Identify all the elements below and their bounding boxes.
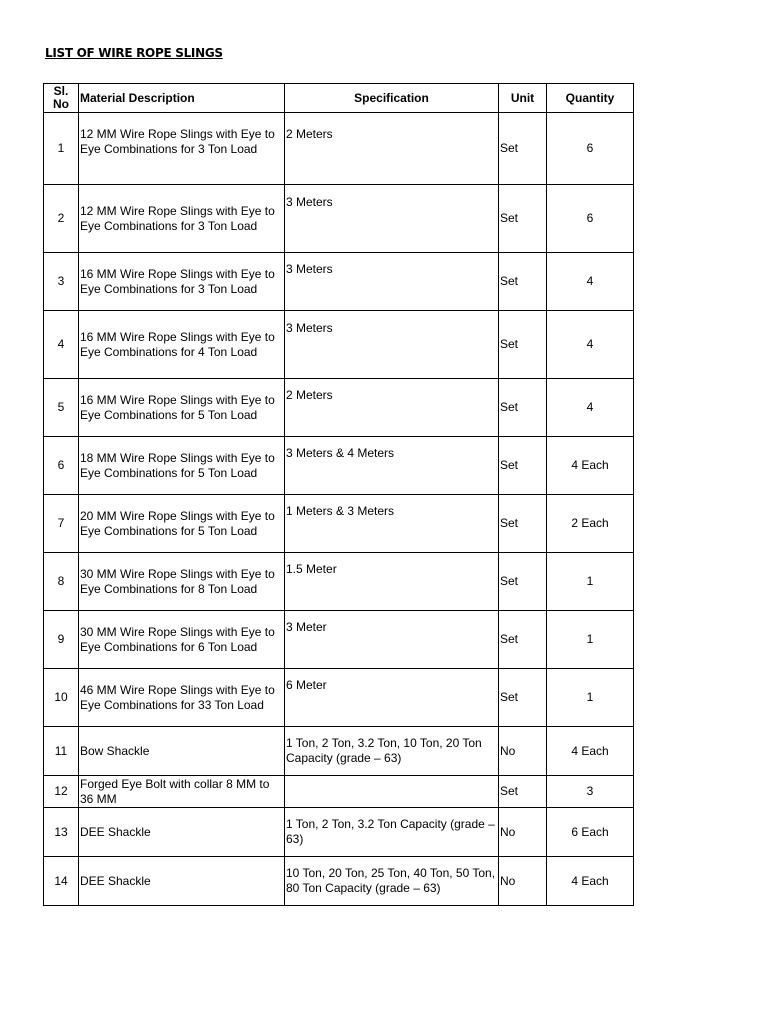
cell-quantity: 6 [547,113,634,185]
cell-description: 12 MM Wire Rope Slings with Eye to Eye Combinations for 3 Ton Load [79,113,285,185]
cell-sl-no: 7 [44,495,79,553]
table-header-row [44,84,634,113]
table-row [44,669,634,727]
cell-sl-no: 8 [44,553,79,611]
cell-unit: Set [499,437,547,495]
cell-specification: 2 Meters [285,379,499,437]
cell-sl-no: 10 [44,669,79,727]
cell-sl-no: 2 [44,185,79,253]
wire-rope-slings-table [43,83,634,906]
cell-quantity: 2 Each [547,495,634,553]
cell-specification: 3 Meters [285,311,499,379]
table-row [44,611,634,669]
cell-unit: No [499,808,547,857]
cell-specification: 1.5 Meter [285,553,499,611]
cell-quantity: 4 [547,253,634,311]
cell-description: 30 MM Wire Rope Slings with Eye to Eye Combinations for 8 Ton Load [79,553,285,611]
header-sl-no: Sl. No [44,84,79,113]
header-quantity: Quantity [547,84,634,113]
cell-unit: Set [499,776,547,808]
cell-specification: 1 Ton, 2 Ton, 3.2 Ton, 10 Ton, 20 Ton Capacity (grade – 63) [285,727,499,776]
cell-description: 16 MM Wire Rope Slings with Eye to Eye Combinations for 4 Ton Load [79,311,285,379]
cell-quantity: 3 [547,776,634,808]
table-row [44,727,634,776]
table-row [44,253,634,311]
cell-unit: No [499,857,547,906]
header-specification: Specification [285,84,499,113]
cell-unit: Set [499,185,547,253]
cell-quantity: 1 [547,611,634,669]
cell-unit: Set [499,113,547,185]
cell-sl-no: 13 [44,808,79,857]
cell-quantity: 6 Each [547,808,634,857]
cell-description: 30 MM Wire Rope Slings with Eye to Eye Combinations for 6 Ton Load [79,611,285,669]
document-title: LIST OF WIRE ROPE SLINGS [45,46,223,60]
table-row [44,185,634,253]
cell-sl-no: 6 [44,437,79,495]
cell-unit: Set [499,669,547,727]
cell-specification: 1 Meters & 3 Meters [285,495,499,553]
table-row [44,553,634,611]
cell-description: Bow Shackle [79,727,285,776]
cell-quantity: 4 [547,311,634,379]
cell-unit: Set [499,253,547,311]
cell-specification: 3 Meters [285,253,499,311]
cell-sl-no: 14 [44,857,79,906]
cell-description: 12 MM Wire Rope Slings with Eye to Eye Combinations for 3 Ton Load [79,185,285,253]
cell-specification [285,776,499,808]
cell-unit: Set [499,611,547,669]
cell-description: 46 MM Wire Rope Slings with Eye to Eye Combinations for 33 Ton Load [79,669,285,727]
cell-description: DEE Shackle [79,857,285,906]
cell-sl-no: 9 [44,611,79,669]
cell-specification: 3 Meter [285,611,499,669]
cell-description: 20 MM Wire Rope Slings with Eye to Eye Combinations for 5 Ton Load [79,495,285,553]
table-row [44,379,634,437]
cell-sl-no: 3 [44,253,79,311]
table-row [44,495,634,553]
cell-description: 16 MM Wire Rope Slings with Eye to Eye Combinations for 3 Ton Load [79,253,285,311]
cell-description: DEE Shackle [79,808,285,857]
cell-quantity: 1 [547,669,634,727]
cell-specification: 6 Meter [285,669,499,727]
cell-unit: No [499,727,547,776]
cell-specification: 10 Ton, 20 Ton, 25 Ton, 40 Ton, 50 Ton, 80 Ton Capacity (grade – 63) [285,857,499,906]
table-row [44,437,634,495]
table-row [44,776,634,808]
cell-unit: Set [499,553,547,611]
cell-unit: Set [499,379,547,437]
cell-unit: Set [499,495,547,553]
table-row [44,857,634,906]
cell-sl-no: 5 [44,379,79,437]
table-row [44,113,634,185]
header-material-description: Material Description [79,84,285,113]
cell-quantity: 4 [547,379,634,437]
table-row [44,808,634,857]
cell-quantity: 4 Each [547,437,634,495]
cell-description: 16 MM Wire Rope Slings with Eye to Eye Combinations for 5 Ton Load [79,379,285,437]
header-unit: Unit [499,84,547,113]
cell-sl-no: 12 [44,776,79,808]
cell-sl-no: 4 [44,311,79,379]
cell-unit: Set [499,311,547,379]
cell-specification: 2 Meters [285,113,499,185]
cell-description: Forged Eye Bolt with collar 8 MM to 36 MM [79,776,285,808]
cell-specification: 3 Meters [285,185,499,253]
cell-specification: 3 Meters & 4 Meters [285,437,499,495]
cell-quantity: 4 Each [547,727,634,776]
cell-description: 18 MM Wire Rope Slings with Eye to Eye Combinations for 5 Ton Load [79,437,285,495]
cell-sl-no: 11 [44,727,79,776]
cell-quantity: 1 [547,553,634,611]
cell-quantity: 6 [547,185,634,253]
cell-specification: 1 Ton, 2 Ton, 3.2 Ton Capacity (grade – 63) [285,808,499,857]
table-row [44,311,634,379]
cell-quantity: 4 Each [547,857,634,906]
cell-sl-no: 1 [44,113,79,185]
